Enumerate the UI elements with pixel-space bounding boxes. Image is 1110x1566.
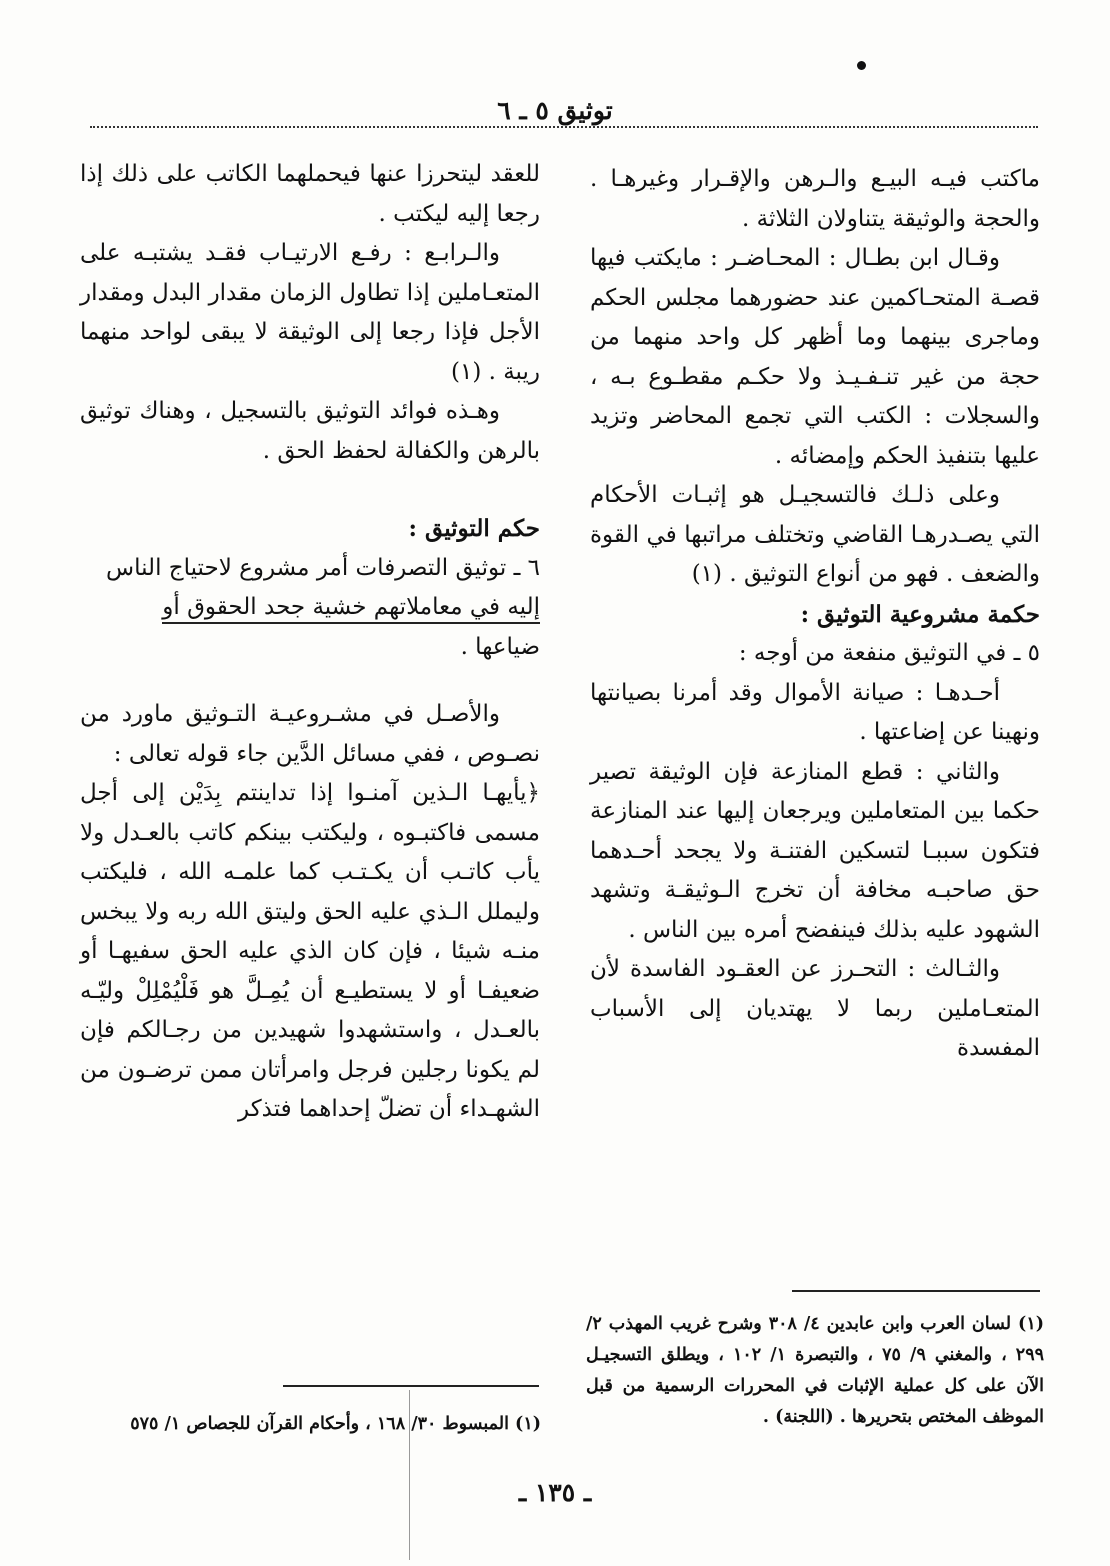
footnote-rule [792, 1290, 1040, 1292]
header-dotted-rule [90, 126, 1038, 128]
paragraph: وهـذه فوائد التوثيق بالتسجيل ، وهناك توثيق بالرهن والكفالة لحفظ الحق . [80, 398, 540, 464]
paragraph: والثـالث : التحـرز عن العقـود الفاسدة لأن المتعـاملين ربما لا يهتديان إلى الأسباب المفسدة [590, 956, 1040, 1061]
paragraph: ماكتب فيـه البيـع والـرهن والإقـرار وغيرهـا . والحجة والوثيقة يتناولان الثلاثة . [590, 166, 1040, 232]
paragraph: ٥ ـ في التوثيق منفعة من أوجه : [738, 640, 1040, 666]
paragraph: والـرابـع : رفـع الارتيـاب فقـد يشتبـه على المتعـاملين إذا تطاول الزمان مقدار البدل ومقدار الأجل فإذا رجعا إلى الوثيقة لا يبقى لواحد منهما ريبة . (١) [80, 240, 540, 385]
paragraph: والأصـل في مشـروعيـة التـوثيق ماورد من نصـوص ، ففي مسائل الدَّين جاء قوله تعالى : [80, 701, 540, 767]
paragraph-line [80, 588, 540, 628]
paragraph: والثاني : قطع المنازعة فإن الوثيقة تصير حكما بين المتعاملين ويرجعان إليها عند المنازعة فتكون سببـا لتسكين الفتنـة ولا يجحد أحـدهما حق صاحبـه مخافة أن تخرج الـوثيقـة وتشهد الشهود عليه بذلك فينفضح أمره بين الناس . [590, 758, 1040, 943]
footnote-right: (١) لسان العرب وابن عابدين ٤/ ٣٠٨ وشرح غريب المهذب ٢/ ٢٩٩ ، والمغني ٩/ ٧٥ ، والتبصرة ١/ ١٠٢ ، ويطلق التسجيـل الآن على كل عملية الإثبات في المحررات الرسمية من قبل الموظف المختص بتحريرها . (اللجنة) . [586, 1314, 1045, 1427]
running-header: توثيق ٥ ـ ٦ [497, 96, 613, 125]
section-heading: حكم التوثيق : [408, 515, 540, 542]
paragraph: أحـدهـا : صيانة الأموال وقد أمرنا بصيانتها ونهينا عن إضاعتها . [590, 679, 1040, 745]
right-column [590, 160, 1040, 1069]
left-column [80, 155, 540, 1130]
section-heading: حكمة مشروعية التوثيق : [800, 600, 1040, 628]
paragraph: للعقد ليتحرزا عنها فيحملهما الكاتب على ذلك إذا رجعا إليه ليكتب . [80, 161, 540, 227]
page-number: ـ ١٣٥ ـ [518, 1478, 592, 1507]
ink-dot [857, 61, 866, 70]
footnote-left: (١) المبسوط ٣٠/ ١٦٨ ، وأحكام القرآن للجصاص ١/ ٥٧٥ [130, 1414, 541, 1434]
paragraph: وقـال ابن بطـال : المحـاضـر : مايكتب فيها قصـة المتحـاكمين عند حضورهما مجلس الحكم وماجرى بينهما وما أظهر كل واحد منهما من حجة من غير تنـفـيـذ ولا حكـم مقطـوع بـه ، والسجلات : الكتب التي تجمع المحاضر وتزيد عليها بتنفيذ الحكم وإمضائه . [590, 245, 1040, 469]
footnote-rule [283, 1385, 539, 1387]
scan-crease-line [409, 1390, 410, 1560]
handwritten-underline: إليه في معاملاتهم خشية جحد الحقوق أو [162, 594, 540, 624]
paragraph-line: ضياعها . [460, 633, 540, 660]
paragraph: وعلى ذلـك فالتسجيـل هو إثبـات الأحكام التي يصـدرهـا القاضي وتختلف مراتبها في القوة والضعف . فهو من أنواع التوثيق . (١) [590, 482, 1040, 587]
quran-quote: ﴿يأيهـا الـذين آمنـوا إذا تداينتم بِدَيْن إلى أجل مسمى فاكتبـوه ، وليكتب بينكم كاتب بالعـدل ولا يأب كاتـب أن يكـتـب كما علمـه الله ، فليكتب وليملل الـذي عليه الحق وليتق الله ربه ولا يبخس منـه شيئا ، فإن كان الذي عليه الحق سفيهـا أو ضعيفـا أو لا يستطيـع أن يُمِـلَّ هو فَلْيُمْلِلْ وليّـه بالعـدل ، واستشهدوا شهيدين من رجـالكم فإن لم يكونا رجلين فرجل وامرأتان ممن ترضـون من الشهـداء أن تضلّ إحداهما فتذكر [80, 780, 540, 1122]
paragraph-line: ٦ ـ توثيق التصرفات أمر مشروع لاحتياج الناس [106, 554, 540, 581]
